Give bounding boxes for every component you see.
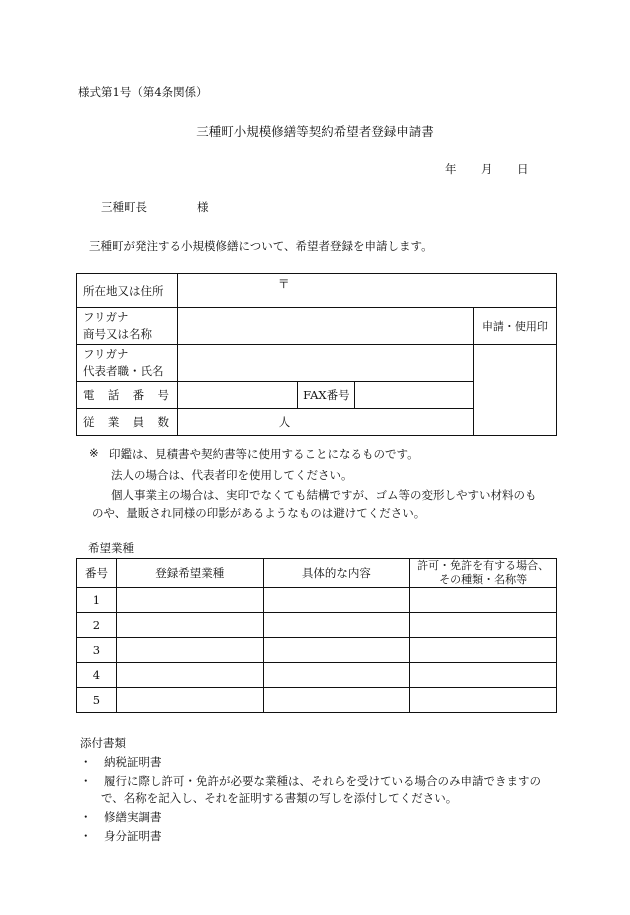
desired-table — [76, 558, 557, 713]
business-name-label — [77, 308, 178, 345]
row-number: 4 — [77, 663, 117, 688]
row-number: 2 — [77, 613, 117, 638]
employees-label: 従 業 員 数 — [77, 409, 178, 436]
attachment-item-2: ・ 履行に際し許可・免許が必要な業種は、それらを受けている場合のみ申請できますの — [80, 774, 541, 788]
desired-heading: 希望業種 — [88, 541, 134, 555]
category-cell[interactable] — [116, 663, 263, 688]
table-row — [77, 663, 557, 688]
header-details: 具体的な内容 — [263, 559, 410, 588]
intro-text: 三種町が発注する小規模修繕について、希望者登録を申請します。 — [89, 239, 433, 253]
date-day-label: 日 — [517, 162, 529, 176]
document-title: 三種町小規模修繕等契約希望者登録申請書 — [196, 124, 434, 139]
category-cell[interactable] — [116, 638, 263, 663]
representative-field[interactable] — [177, 345, 473, 382]
table-row — [77, 613, 557, 638]
business-name-text: 商号又は名称 — [83, 327, 152, 341]
fax-label: FAX番号 — [298, 382, 355, 409]
row-number: 1 — [77, 588, 117, 613]
table-row — [77, 688, 557, 713]
details-cell[interactable] — [263, 613, 410, 638]
postal-mark: 〒 — [277, 277, 290, 291]
furigana-label: フリガナ — [83, 310, 129, 324]
row-number: 3 — [77, 638, 117, 663]
seal-area[interactable] — [473, 345, 556, 436]
note-line-3: 個人事業主の場合は、実印でなくても結構ですが、ゴム等の変形しやすい材料のも — [111, 488, 537, 502]
table-row — [77, 638, 557, 663]
form-number: 様式第1号（第4条関係） — [78, 85, 208, 99]
license-cell[interactable] — [410, 638, 557, 663]
category-cell[interactable] — [116, 688, 263, 713]
address-label: 所在地又は住所 — [77, 274, 178, 308]
table-row — [77, 588, 557, 613]
license-cell[interactable] — [410, 613, 557, 638]
header-number: 番号 — [77, 559, 117, 588]
details-cell[interactable] — [263, 663, 410, 688]
category-cell[interactable] — [116, 588, 263, 613]
addressee-honorific: 様 — [197, 200, 209, 214]
employees-field[interactable] — [177, 409, 473, 436]
business-name-field[interactable] — [177, 308, 473, 345]
license-cell[interactable] — [410, 588, 557, 613]
employees-unit: 人 — [278, 415, 291, 429]
details-cell[interactable] — [263, 638, 410, 663]
header-license: 許可・免許を有する場合、 その種類・名称等 — [410, 559, 557, 588]
phone-label: 電 話 番 号 — [77, 382, 178, 409]
attachment-item-4: ・ 身分証明書 — [80, 829, 162, 843]
note-line-2: 法人の場合は、代表者印を使用してください。 — [111, 468, 353, 482]
details-cell[interactable] — [263, 688, 410, 713]
header-category: 登録希望業種 — [116, 559, 263, 588]
seal-label: 申請・使用印 — [473, 308, 556, 345]
note-line-4: のや、量販され同様の印影があるようなものは避けてください。 — [92, 506, 426, 520]
applicant-table — [76, 273, 557, 436]
attachment-item-1: ・ 納税証明書 — [80, 755, 162, 769]
note-line-1: 印鑑は、見積書や契約書等に使用することになるものです。 — [109, 447, 419, 461]
phone-field[interactable] — [177, 382, 297, 409]
note-mark: ※ — [89, 446, 99, 460]
attachments-heading: 添付書類 — [80, 736, 126, 750]
fax-field[interactable] — [355, 382, 473, 409]
license-cell[interactable] — [410, 663, 557, 688]
addressee-name: 三種町長 — [101, 200, 147, 214]
furigana-label: フリガナ — [83, 347, 129, 361]
row-number: 5 — [77, 688, 117, 713]
address-field[interactable] — [177, 274, 556, 308]
attachment-item-3: ・ 修繕実調書 — [80, 810, 162, 824]
attachment-item-2-cont: で、名称を記入し、それを証明する書類の写しを添付してください。 — [101, 791, 458, 805]
representative-label: フリガナ 代表者職・氏名 — [77, 345, 178, 382]
details-cell[interactable] — [263, 588, 410, 613]
category-cell[interactable] — [116, 613, 263, 638]
date-year-label: 年 — [445, 162, 457, 176]
license-cell[interactable] — [410, 688, 557, 713]
date-month-label: 月 — [481, 162, 493, 176]
